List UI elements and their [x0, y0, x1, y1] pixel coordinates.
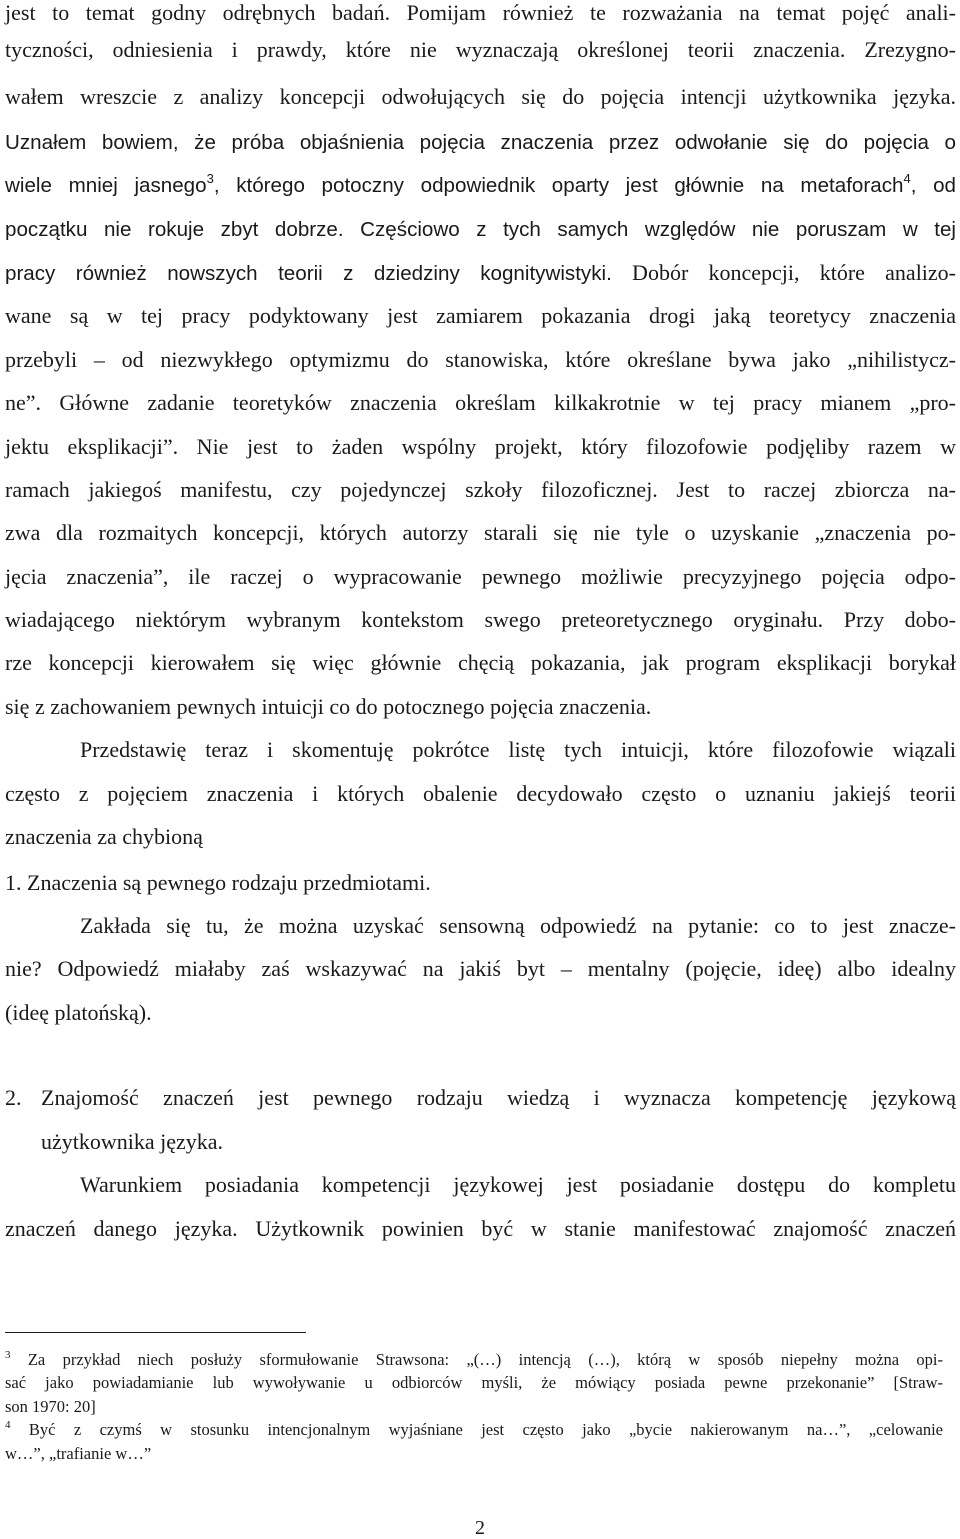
body-line: często z pojęciem znaczenia i których obalenie decydowało często o uznaniu jakiejś teorii	[5, 781, 956, 806]
body-line: tyczności, odniesienia i prawdy, które nie wyznaczają określonej teorii znaczenia. Zrezygno-	[5, 37, 956, 62]
footnote-separator	[5, 1332, 306, 1333]
list-item-2-line: użytkownika języka.	[41, 1129, 224, 1154]
body-line: jektu eksplikacji”. Nie jest to żaden wspólny projekt, który filozofowie podjęliby razem w	[5, 434, 956, 459]
footnote-3-number: 3	[5, 1349, 11, 1361]
body-line: zwa dla rozmaitych koncepcji, których autorzy starali się nie tyle o uzyskanie „znaczenia po-	[5, 520, 956, 545]
body-text: pracy również nowszych teorii z dziedziny kognitywistyki.	[5, 262, 612, 285]
paragraph-first-line: Zakłada się tu, że można uzyskać sensowną odpowiedź na pytanie: co to jest znacze-	[80, 913, 956, 938]
body-line: wałem wreszcie z analizy koncepcji odwołujących się do pojęcia intencji użytkownika języka.	[5, 84, 956, 109]
body-line: się z zachowaniem pewnych intuicji co do potocznego pojęcia znaczenia.	[5, 694, 652, 719]
body-line	[5, 173, 956, 199]
body-line	[5, 260, 956, 287]
list-item-2-number: 2.	[5, 1085, 22, 1110]
paragraph-first-line: Przedstawię teraz i skomentuję pokrótce listę tych intuicji, które filozofowie wiązali	[80, 737, 956, 762]
footnote-ref-4[interactable]: 4	[903, 171, 911, 186]
body-line: ne”. Główne zadanie teoretyków znaczenia określam kilkakrotnie w tej pracy mianem „pro-	[5, 390, 956, 415]
list-item-1: 1. Znaczenia są pewnego rodzaju przedmiotami.	[5, 870, 431, 895]
footnote-text: Być z czymś w stosunku intencjonalnym wyjaśniane jest często jako „bycie nakierowanym na…”, „celowanie	[10, 1420, 943, 1439]
body-line: wane są w tej pracy podyktowany jest zamiarem pokazania drogi jaką teoretycy znaczenia	[5, 303, 956, 328]
body-line: ramach jakiegoś manifestu, czy pojedynczej szkoły filozoficznej. Jest to raczej zbiorcza na-	[5, 477, 956, 502]
footnote-3-line	[5, 1350, 943, 1370]
paragraph-first-line: Warunkiem posiadania kompetencji językowej jest posiadanie dostępu do kompletu	[80, 1172, 956, 1197]
body-text: wiele mniej jasnego	[5, 174, 207, 197]
body-line: jest to temat godny odrębnych badań. Pomijam również te rozważania na temat pojęć anali-	[5, 0, 956, 25]
body-text: Dobór koncepcji, które analizo-	[611, 260, 957, 285]
page-number: 2	[475, 1517, 485, 1539]
footnote-3-line: son 1970: 20]	[5, 1397, 96, 1416]
body-line: rze koncepcji kierowałem się więc głównie chęcią pokazania, jak program eksplikacji borykał	[5, 650, 956, 675]
footnote-text: Za przykład niech posłuży sformułowanie Strawsona: „(…) intencją (…), którą w sposób niepełny można opi-	[10, 1350, 943, 1369]
footnote-4-number: 4	[5, 1419, 11, 1431]
body-line: jęcia znaczenia”, ile raczej o wypracowanie pewnego możliwie precyzyjnego pojęcia odpo-	[5, 564, 956, 589]
list-item-2-line: Znajomość znaczeń jest pewnego rodzaju wiedzą i wyznacza kompetencję językową	[41, 1085, 956, 1110]
body-line: wiadającego niektórym wybranym kontekstom swego preteoretycznego oryginału. Przy dobo-	[5, 607, 956, 632]
body-line: Uznałem bowiem, że próba objaśnienia pojęcia znaczenia przez odwołanie się do pojęcia o	[5, 131, 956, 154]
body-text: , którego potoczny odpowiednik oparty jest głównie na metaforach	[213, 174, 904, 197]
body-line: nie? Odpowiedź miałaby zaś wskazywać na jakiś byt – mentalny (pojęcie, ideę) albo idealny	[5, 956, 956, 981]
footnote-3-line: sać jako powiadamianie lub wywoływanie u odbiorców myśli, że mówiący posiada pewne przekonanie” [Straw-	[5, 1373, 943, 1392]
footnote-4-line	[5, 1420, 943, 1440]
body-line: znaczenia za chybioną	[5, 824, 203, 849]
body-line: przebyli – od niezwykłego optymizmu do stanowiska, które określane bywa jako „nihilistycz-	[5, 347, 956, 372]
footnote-ref-3[interactable]: 3	[206, 171, 214, 186]
body-line: znaczeń danego języka. Użytkownik powinien być w stanie manifestować znajomość znaczeń	[5, 1216, 956, 1241]
body-line: (ideę platońską).	[5, 1000, 152, 1025]
footnote-4-line: w…”, „trafianie w…”	[5, 1444, 152, 1463]
body-line: początku nie rokuje zbyt dobrze. Częściowo z tych samych względów nie poruszam w tej	[5, 218, 956, 241]
body-text: , od	[910, 174, 956, 197]
